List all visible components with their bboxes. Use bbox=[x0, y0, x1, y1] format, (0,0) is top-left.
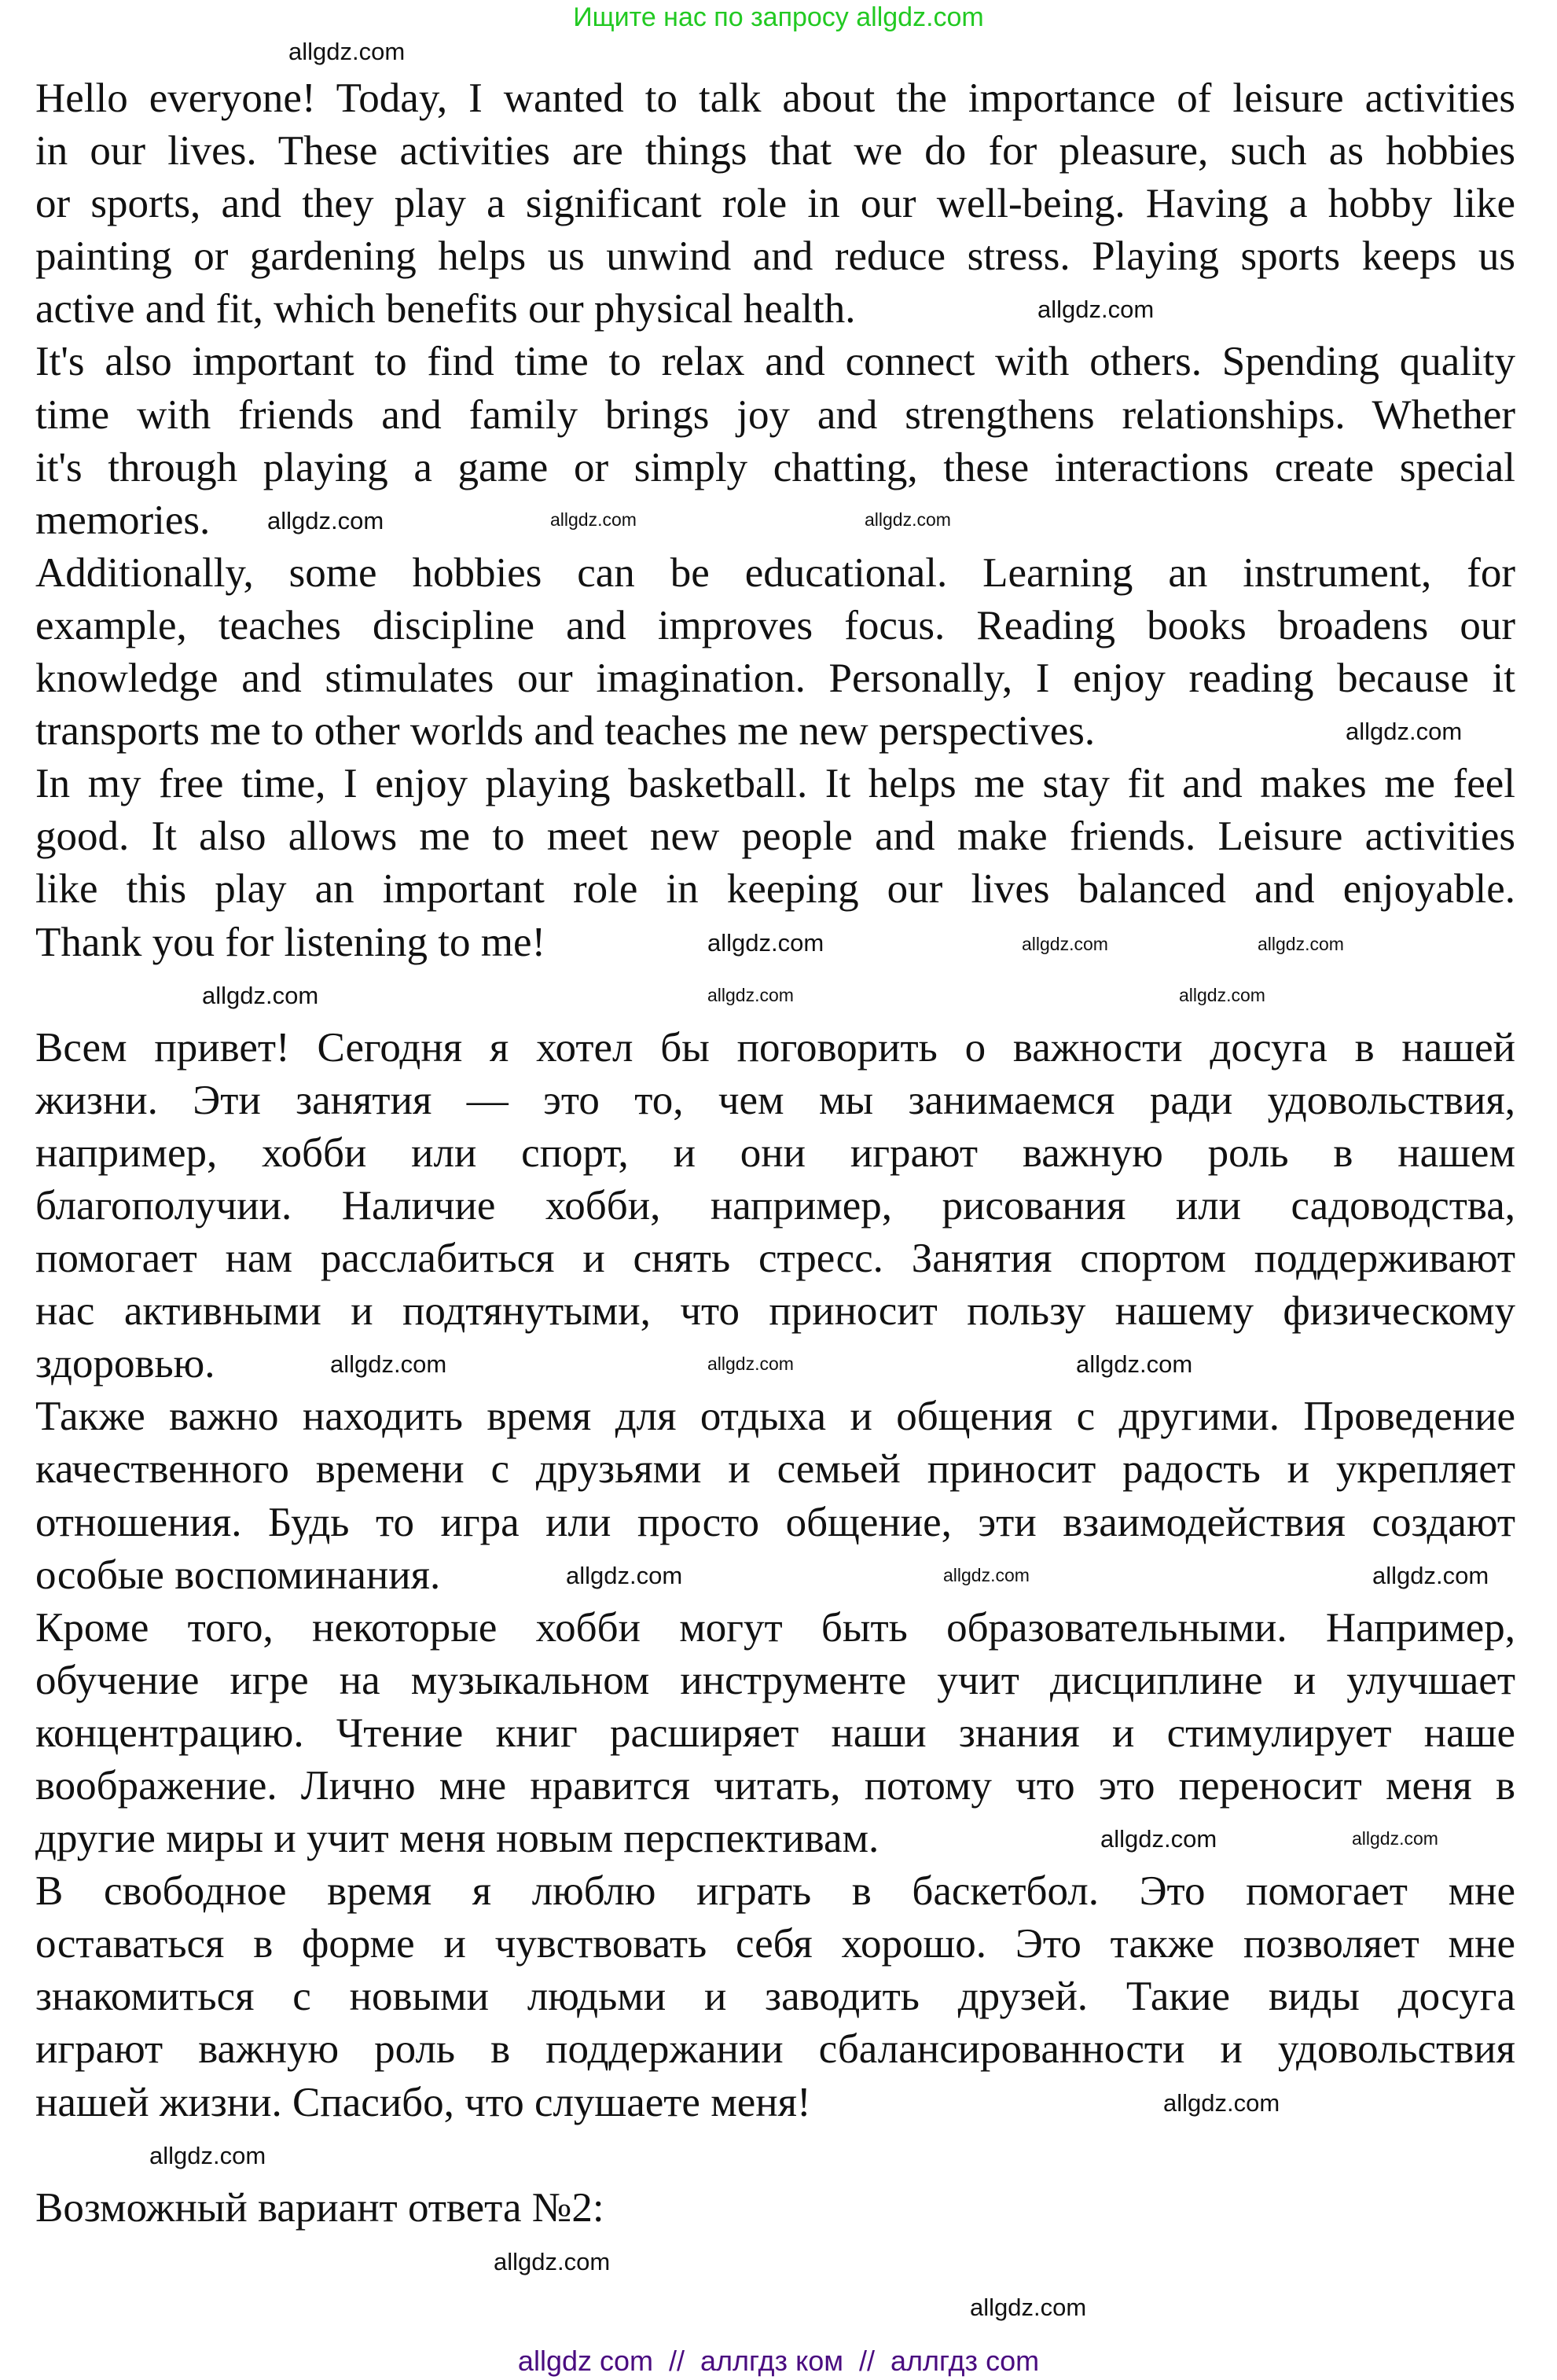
search-banner: Ищите нас по запросу allgdz.com bbox=[573, 2, 984, 32]
paragraph bbox=[35, 72, 1515, 336]
text-line: воображение. Лично мне нравится читать, потому что это переносит меня в bbox=[35, 1763, 1515, 1809]
text-line: or sports, and they play a significant role in our well-being. Having a hobby like bbox=[35, 181, 1515, 227]
text-line: качественного времени с друзьями и семьей приносит радость и укрепляет bbox=[35, 1446, 1515, 1493]
watermark: allgdz.com bbox=[566, 1562, 683, 1589]
text-line: transports me to other worlds and teaches me new perspectives. bbox=[35, 708, 1096, 755]
watermark: allgdz.com bbox=[267, 507, 384, 534]
watermark: allgdz.com bbox=[494, 2248, 611, 2275]
text-line: другие миры и учит меня новым перспективам. bbox=[35, 1816, 879, 1862]
paragraph bbox=[35, 336, 1515, 546]
watermark: allgdz.com bbox=[707, 1353, 794, 1374]
text-line: It's also important to find time to relax and connect with others. Spending quality bbox=[35, 339, 1515, 385]
text-line: in our lives. These activities are things that we do for pleasure, such as hobbies bbox=[35, 128, 1515, 174]
text-line: it's through playing a game or simply chatting, these interactions create special bbox=[35, 444, 1515, 490]
footer-links: allgdz com // аллгдз ком // аллгдз com bbox=[517, 2345, 1040, 2377]
text-line: time with friends and family brings joy and strengthens relationships. Whether bbox=[35, 391, 1515, 438]
text-line: оставаться в форме и чувствовать себя хорошо. Это также позволяет мне bbox=[35, 1921, 1515, 1967]
text-line: good. It also allows me to meet new people and make friends. Leisure activities bbox=[35, 814, 1515, 860]
text-line: Возможный вариант ответа №2: bbox=[35, 2184, 604, 2231]
document-body bbox=[35, 72, 1515, 2235]
watermark: allgdz.com bbox=[1022, 934, 1108, 954]
watermark: allgdz.com bbox=[1372, 1562, 1489, 1589]
text-line: нашей жизни. Спасибо, что слушаете меня! bbox=[35, 2079, 811, 2125]
watermark: allgdz.com bbox=[1258, 934, 1344, 954]
text-line: В свободное время я люблю играть в баскетбол. Это помогает мне bbox=[35, 1868, 1515, 1915]
text-line: Также важно находить время для отдыха и общения с другими. Проведение bbox=[35, 1394, 1515, 1440]
text-line: Всем привет! Сегодня я хотел бы поговорить о важности досуга в нашей bbox=[35, 1024, 1515, 1071]
text-line: особые воспоминания. bbox=[35, 1552, 441, 1598]
watermark: allgdz.com bbox=[149, 2142, 266, 2169]
text-line: благополучии. Наличие хобби, например, рисования или садоводства, bbox=[35, 1182, 1515, 1229]
watermark: allgdz.com bbox=[943, 1565, 1030, 1585]
text-line: концентрацию. Чтение книг расширяет наши знания и стимулирует наше bbox=[35, 1710, 1515, 1756]
text-line: Thank you for listening to me! bbox=[35, 919, 546, 965]
paragraph bbox=[35, 1865, 1515, 2128]
text-line: нас активными и подтянутыми, что приносит пользу нашему физическому bbox=[35, 1288, 1515, 1335]
watermark: allgdz.com bbox=[550, 509, 637, 530]
watermark: allgdz.com bbox=[202, 982, 319, 1009]
watermark: allgdz.com bbox=[1352, 1828, 1438, 1849]
text-line: Hello everyone! Today, I wanted to talk about the importance of leisure activities bbox=[35, 75, 1515, 121]
paragraph bbox=[35, 2182, 1515, 2235]
watermark: allgdz.com bbox=[288, 38, 406, 65]
paragraph bbox=[35, 1390, 1515, 1601]
text-line: играют важную роль в поддержании сбалансированности и удовольствия bbox=[35, 2026, 1515, 2073]
text-line: например, хобби или спорт, и они играют важную роль в нашем bbox=[35, 1129, 1515, 1176]
watermark: allgdz.com bbox=[1076, 1350, 1193, 1378]
text-line: обучение игре на музыкальном инструменте учит дисциплине и улучшает bbox=[35, 1657, 1515, 1703]
text-line: knowledge and stimulates our imagination. Personally, I enjoy reading because it bbox=[35, 656, 1515, 702]
watermark: allgdz.com bbox=[970, 2294, 1087, 2321]
text-line: Additionally, some hobbies can be educational. Learning an instrument, for bbox=[35, 549, 1515, 596]
text-line: painting or gardening helps us unwind and reduce stress. Playing sports keeps us bbox=[35, 233, 1515, 280]
text-line: отношения. Будь то игра или просто общение, эти взаимодействия создают bbox=[35, 1499, 1515, 1545]
watermark: allgdz.com bbox=[1346, 718, 1463, 745]
watermark: allgdz.com bbox=[707, 929, 824, 957]
text-line: example, teaches discipline and improves focus. Reading books broadens our bbox=[35, 602, 1515, 648]
text-line: жизни. Эти занятия — это то, чем мы занимаемся ради удовольствия, bbox=[35, 1077, 1515, 1123]
text-line: знакомиться с новыми людьми и заводить друзей. Такие виды досуга bbox=[35, 1974, 1515, 2020]
watermark: allgdz.com bbox=[330, 1350, 447, 1378]
watermark: allgdz.com bbox=[707, 985, 794, 1005]
text-line: помогает нам расслабиться и снять стресс. Занятия спортом поддерживают bbox=[35, 1236, 1515, 1282]
paragraph bbox=[35, 1022, 1515, 1391]
paragraph bbox=[35, 1602, 1515, 1865]
watermark: allgdz.com bbox=[1179, 985, 1265, 1005]
watermark: allgdz.com bbox=[1100, 1825, 1217, 1853]
watermark: allgdz.com bbox=[865, 509, 951, 530]
watermark: allgdz.com bbox=[1163, 2089, 1280, 2117]
text-line: like this play an important role in keeping our lives balanced and enjoyable. bbox=[35, 866, 1515, 913]
text-line: active and fit, which benefits our physical health. bbox=[35, 286, 856, 332]
text-line: memories. bbox=[35, 497, 211, 543]
text-line: здоровью. bbox=[35, 1341, 215, 1387]
watermark: allgdz.com bbox=[1037, 296, 1155, 323]
paragraph bbox=[35, 547, 1515, 758]
text-line: Кроме того, некоторые хобби могут быть образовательными. Например, bbox=[35, 1604, 1515, 1651]
text-line: In my free time, I enjoy playing basketball. It helps me stay fit and makes me feel bbox=[35, 761, 1515, 807]
